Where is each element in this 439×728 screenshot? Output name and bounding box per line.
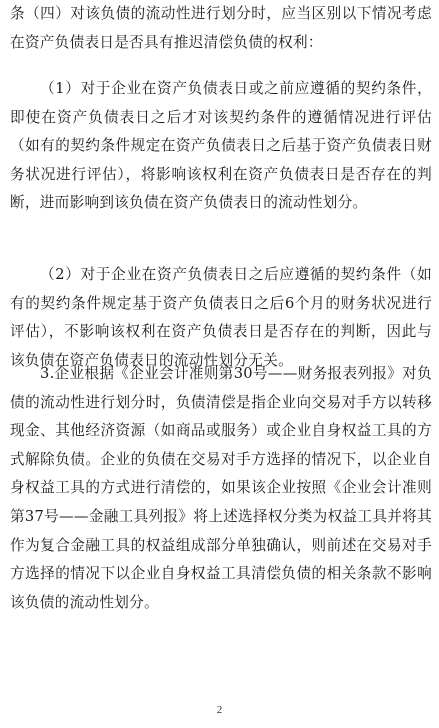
paragraph-item-1: （1）对于企业在资产负债表日或之前应遵循的契约条件，即使在资产负债表日之后才对该契约条件的遵循情况进行评估（如有的契约条件规定在资产负债表日之后基于资产负债表日财务状况进行评估），将影响该权利在资产负债表日是否存在的判断，进而影响到该负债在资产负债表日的流动性划分。	[10, 80, 432, 212]
paragraph-section-3: 3.企业根据《企业会计准则第30号——财务报表列报》对负债的流动性进行划分时，负债清偿是指企业向交易对手方以转移现金、其他经济资源（如商品或服务）或企业自身权益工具的方式解除负债。企业的负债在交易对手方选择的情况下，以企业自身权益工具的方式进行清偿的，如果该企业按照《企业会计准则第37号——金融工具列报》将上述选择权分类为权益工具并将其作为复合金融工具的权益组成部分单独确认，则前述在交易对手方选择的情况下以企业自身权益工具清偿负债的相关条款不影响该负债的流动性划分。	[10, 365, 432, 611]
paragraph-intro: 条（四）对该负债的流动性进行划分时，应当区别以下情况考虑在资产负债表日是否具有推迟清偿负债的权利：	[10, 5, 432, 51]
page-number: 2	[216, 704, 223, 716]
paragraph-item-2: （2）对于企业在资产负债表日之后应遵循的契约条件（如有的契约条件规定基于资产负债表日之后6个月的财务状况进行评估），不影响该权利在资产负债表日是否存在的判断，因此与该负债在资产负债表日的流动性划分无关。	[10, 266, 432, 369]
